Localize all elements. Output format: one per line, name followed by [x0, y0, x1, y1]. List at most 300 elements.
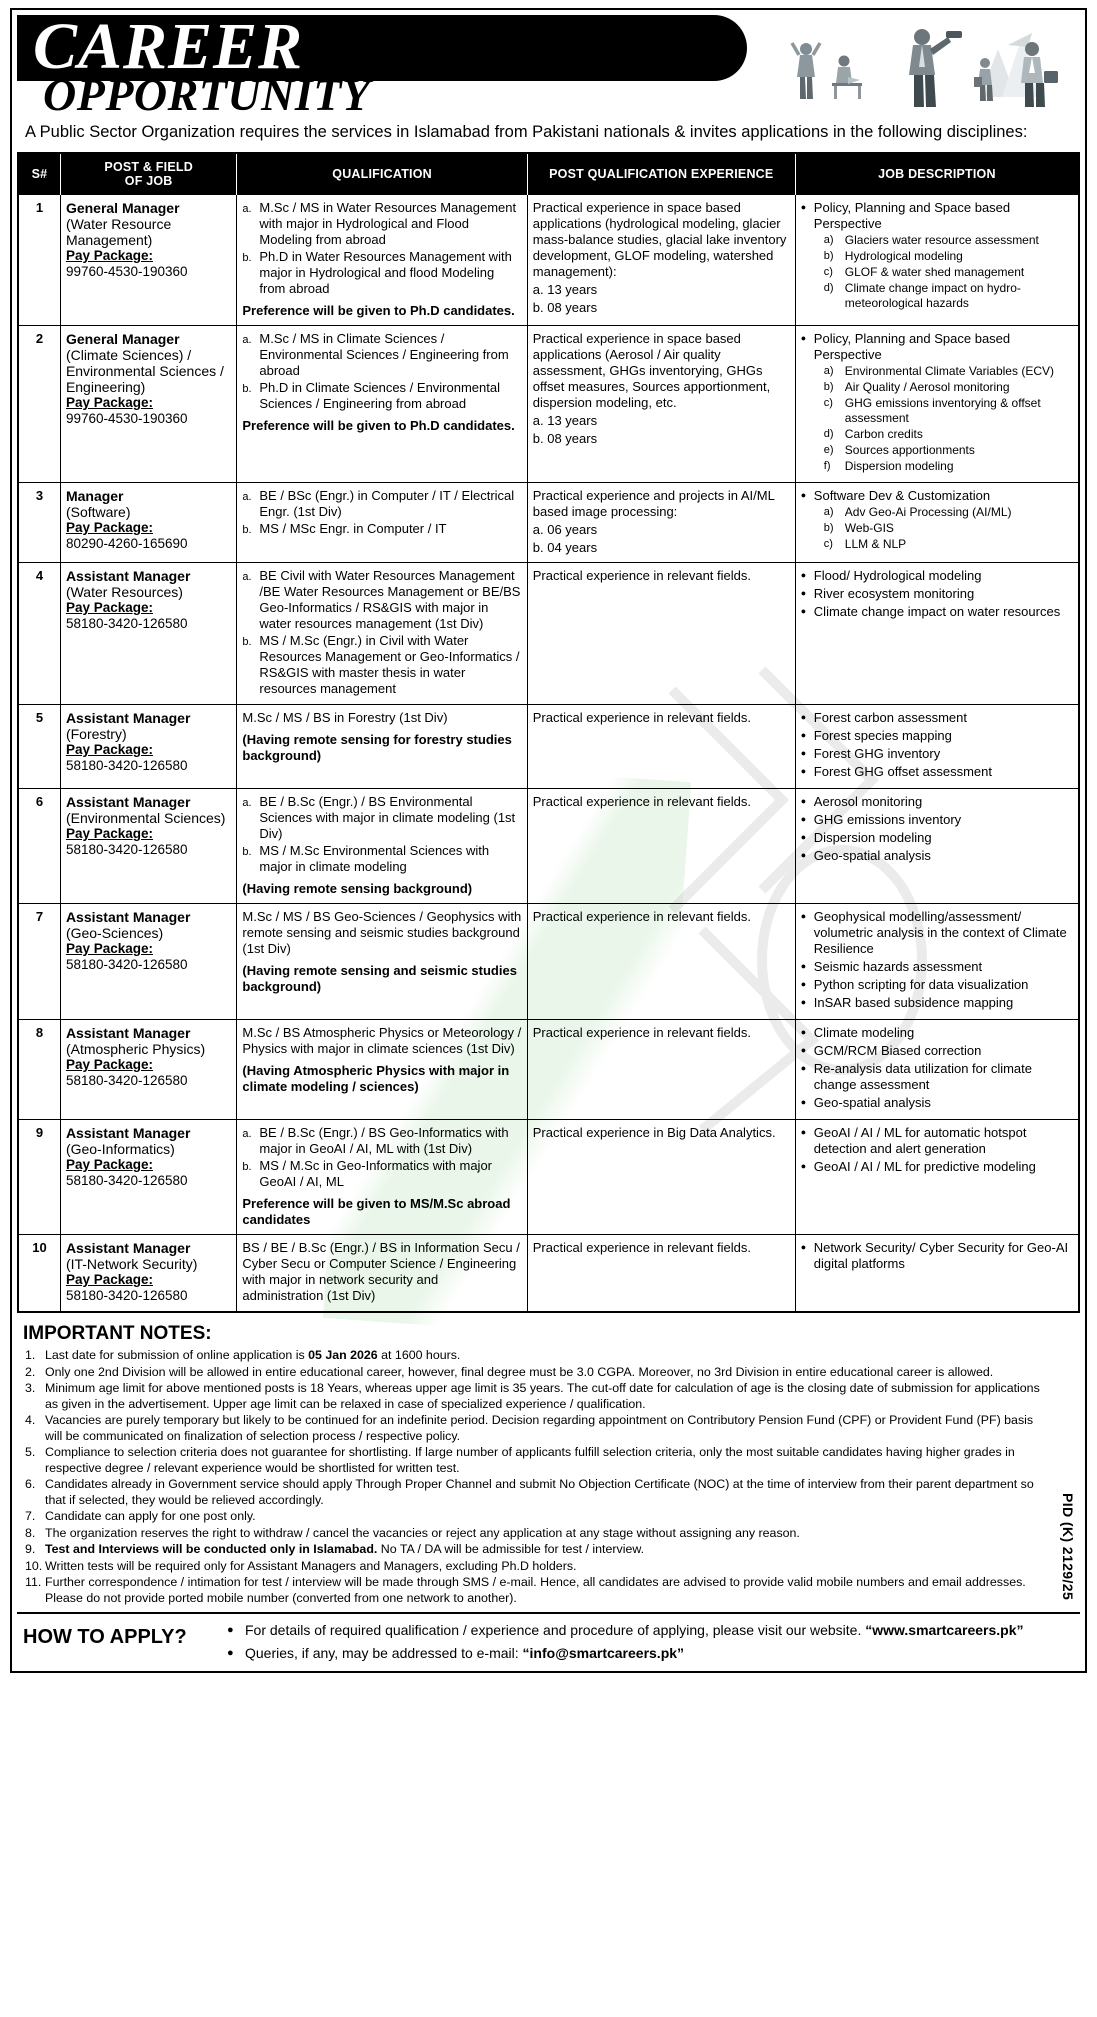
job-description-subitem-marker: c): [823, 397, 833, 409]
job-description-subitem-text: Adv Geo-Ai Processing (AI/ML): [844, 505, 1012, 519]
note-number: 4.: [25, 1413, 36, 1427]
pay-package-label: Pay Package:: [65, 1157, 153, 1172]
pay-package-label: Pay Package:: [65, 248, 153, 263]
qualification-list: [242, 331, 521, 412]
qualification-item: [242, 568, 521, 632]
note-number: 3.: [25, 1381, 36, 1395]
how-to-apply-section: [17, 1612, 1080, 1666]
post-title: Assistant Manager: [65, 710, 191, 726]
note-number: 9.: [25, 1542, 36, 1556]
qualification-item: [242, 794, 521, 842]
header-qualification: QUALIFICATION: [237, 153, 527, 195]
job-description-item-text: River ecosystem monitoring: [813, 586, 975, 601]
job-description-item: [801, 488, 1073, 552]
job-description-item: [801, 995, 1073, 1011]
job-description-item: [801, 909, 1073, 957]
cell-post-and-field: [60, 483, 236, 563]
post-subtitle: (Water Resources): [65, 584, 183, 600]
job-description-list: [801, 1025, 1073, 1111]
job-description-item: [801, 1125, 1073, 1157]
header-post-line1: POST & FIELD: [104, 160, 193, 174]
table-row: [18, 563, 1079, 705]
qualification-list: [242, 710, 521, 726]
cell-job-description: [795, 326, 1079, 483]
important-note-item: [23, 1509, 1078, 1525]
cell-job-description: [795, 1120, 1079, 1235]
note-text: Written tests will be required only for Assistant Managers and Managers, excluding Ph.D holders.: [45, 1558, 577, 1573]
job-description-item: [801, 812, 1073, 828]
cell-qualification: [237, 1120, 527, 1235]
post-title: General Manager: [65, 331, 180, 347]
header-post-field: [60, 153, 236, 195]
qualification-item-text: BE Civil with Water Resources Management /BE Water Resources Management or BE/BS Geo-Informatics / RS&GIS with major in water resources management (1st Div): [259, 568, 521, 631]
pay-package-label: Pay Package:: [65, 742, 153, 757]
qualification-item: [242, 380, 521, 412]
cell-post-qualification-experience: [527, 195, 795, 326]
note-text: Test and Interviews will be conducted only in Islamabad. No TA / DA will be admissible for test / interview.: [45, 1542, 645, 1556]
cell-post-qualification-experience: [527, 1235, 795, 1313]
pay-package-value: 80290-4260-165690: [65, 536, 188, 551]
cell-serial-number: 4: [18, 563, 60, 705]
job-description-subitem-marker: d): [823, 282, 834, 294]
pay-package-label: Pay Package:: [65, 826, 153, 841]
job-description-item: [801, 1025, 1073, 1041]
job-description-sublist: [814, 364, 1073, 474]
experience-description: Practical experience in relevant fields.: [532, 568, 751, 583]
cell-job-description: [795, 1235, 1079, 1313]
pay-package-value: 58180-3420-126580: [65, 842, 188, 857]
job-description-subitem-marker: c): [823, 266, 833, 278]
job-description-item: [801, 764, 1073, 780]
job-description-subitem-marker: b): [823, 381, 834, 393]
job-description-item: [801, 1159, 1073, 1175]
qualification-item-text: M.Sc / BS Atmospheric Physics or Meteorology / Physics with major in climate sciences (1st Div): [242, 1025, 522, 1056]
job-description-item-text: Climate change impact on water resources: [813, 604, 1061, 619]
pay-package-value: 58180-3420-126580: [65, 616, 188, 631]
table-row: [18, 195, 1079, 326]
experience-description: Practical experience and projects in AI/ML based image processing:: [532, 488, 775, 519]
qualification-item: [242, 1158, 521, 1190]
header-job-description: JOB DESCRIPTION: [795, 153, 1079, 195]
job-description-subitem-marker: a): [823, 234, 834, 246]
job-description-item: [801, 794, 1073, 810]
banner-title-career: CAREER: [33, 15, 304, 83]
qualification-item-text: BE / B.Sc (Engr.) / BS Environmental Sciences with major in climate modeling (1st Div): [259, 794, 516, 841]
table-row: [18, 1235, 1079, 1313]
cell-job-description: [795, 904, 1079, 1020]
experience-years-item: b. 08 years: [532, 431, 598, 446]
qualification-list: [242, 488, 521, 537]
cell-serial-number: 8: [18, 1020, 60, 1120]
important-note-item: [23, 1348, 1078, 1364]
post-title: Assistant Manager: [65, 568, 191, 584]
banner-title-opportunity: OPPORTUNITY: [43, 69, 371, 115]
cell-serial-number: 1: [18, 195, 60, 326]
post-title: Assistant Manager: [65, 1125, 191, 1141]
job-description-subitem: [824, 459, 1073, 474]
important-note-item: [23, 1559, 1078, 1575]
job-description-item: [801, 568, 1073, 584]
job-description-subitem: [824, 505, 1073, 520]
qualification-item: [242, 633, 521, 697]
table-row: [18, 1120, 1079, 1235]
qualification-item-text: M.Sc / MS / BS Geo-Sciences / Geophysics with remote sensing and seismic studies background (1st Div): [242, 909, 522, 956]
job-description-subitem: [824, 281, 1073, 311]
job-description-item: [801, 331, 1073, 474]
note-text: Only one 2nd Division will be allowed in entire educational career, however, final degree must be 3.0 CGPA. Moreover, no 3rd Division in entire educational career is allowed.: [45, 1364, 994, 1379]
pay-package-value: 58180-3420-126580: [65, 1073, 188, 1088]
cell-post-qualification-experience: [527, 483, 795, 563]
qualification-item: [242, 843, 521, 875]
qualification-item-marker: b.: [242, 383, 252, 395]
post-subtitle: (Atmospheric Physics): [65, 1041, 206, 1057]
cell-post-and-field: [60, 563, 236, 705]
cell-post-and-field: [60, 1020, 236, 1120]
pay-package-label: Pay Package:: [65, 1272, 153, 1287]
cell-post-and-field: [60, 326, 236, 483]
qualification-list: [242, 568, 521, 697]
job-description-subitem-text: GLOF & water shed management: [844, 265, 1025, 279]
job-description-subitem: [824, 396, 1073, 426]
cell-qualification: [237, 705, 527, 789]
note-text: Vacancies are purely temporary but likely to be continued for an indefinite period. Decision regarding appointment on Contributory Pension Fund (CPF) or Provident Fund (PF) basis will be communicated on finalization of selection process / respective policy.: [45, 1413, 1034, 1443]
jobs-table: [17, 152, 1080, 1313]
pay-package-label: Pay Package:: [65, 520, 153, 535]
qualification-item-text: M.Sc / MS / BS in Forestry (1st Div): [242, 710, 448, 725]
job-description-subitem-marker: d): [823, 428, 834, 440]
qualification-item-text: MS / MSc Engr. in Computer / IT: [259, 521, 447, 536]
cell-job-description: [795, 1020, 1079, 1120]
qualification-item-marker: a.: [242, 491, 252, 503]
qualification-item-text: Ph.D in Climate Sciences / Environmental Sciences / Engineering from abroad: [259, 380, 500, 411]
important-note-item: [23, 1477, 1078, 1508]
experience-description: Practical experience in relevant fields.: [532, 1025, 751, 1040]
cell-post-and-field: [60, 1235, 236, 1313]
qualification-item-marker: a.: [242, 334, 252, 346]
job-description-list: [801, 909, 1073, 1011]
qualification-item: [242, 909, 521, 957]
table-row: [18, 483, 1079, 563]
important-note-item: [23, 1413, 1078, 1444]
experience-description: Practical experience in relevant fields.: [532, 710, 751, 725]
experience-years-item: a. 13 years: [532, 282, 598, 297]
qualification-item-text: Ph.D in Water Resources Management with major in Hydrological and flood Modeling from abroad: [259, 249, 512, 296]
experience-description: Practical experience in relevant fields.: [532, 1240, 751, 1255]
important-note-item: [23, 1542, 1078, 1558]
pay-package-value: 58180-3420-126580: [65, 758, 188, 773]
job-description-item-text: Forest GHG inventory: [813, 746, 941, 761]
job-description-subitem: [824, 233, 1073, 248]
important-notes-title: IMPORTANT NOTES:: [23, 1323, 212, 1344]
note-text: Compliance to selection criteria does not guarantee for shortlisting. If large number of applicants fulfill selection criteria, only the most suitable candidates having higher grades in respective degree / relevant experience would be shortlisted for written test.: [45, 1445, 1015, 1475]
header-post-line2: OF JOB: [124, 174, 173, 188]
cell-job-description: [795, 563, 1079, 705]
important-note-item: [23, 1365, 1078, 1381]
pay-package-label: Pay Package:: [65, 1057, 153, 1072]
job-description-item: [801, 977, 1073, 993]
cell-serial-number: 3: [18, 483, 60, 563]
pay-package-value: 99760-4530-190360: [65, 264, 188, 279]
important-notes-list: [23, 1348, 1078, 1606]
cell-serial-number: 10: [18, 1235, 60, 1313]
job-description-item-text: Flood/ Hydrological modeling: [813, 568, 982, 583]
cell-serial-number: 9: [18, 1120, 60, 1235]
job-description-subitem-marker: c): [823, 538, 833, 550]
job-description-item: [801, 1061, 1073, 1093]
job-description-subitem-marker: b): [823, 250, 834, 262]
qualification-item: [242, 249, 521, 297]
cell-post-and-field: [60, 789, 236, 904]
job-description-item: [801, 604, 1073, 620]
qualification-note: (Having remote sensing for forestry studies background): [242, 732, 512, 763]
table-row: [18, 326, 1079, 483]
job-description-item: [801, 830, 1073, 846]
qualification-note: (Having remote sensing and seismic studies background): [242, 963, 517, 994]
how-to-apply-label: HOW TO APPLY?: [23, 1626, 187, 1648]
job-description-item-text: Dispersion modeling: [813, 830, 932, 845]
job-description-subitem-marker: e): [823, 444, 834, 456]
qualification-note: Preference will be given to Ph.D candidates.: [242, 418, 515, 433]
how-to-apply-item[interactable]: ● For details of required qualification / experience and procedure of applying, please visit our website. “www.smartcareers.pk”: [227, 1620, 1080, 1640]
cell-serial-number: 2: [18, 326, 60, 483]
how-to-apply-list: [227, 1620, 1080, 1666]
job-description-item: [801, 200, 1073, 311]
cell-post-qualification-experience: [527, 1120, 795, 1235]
qualification-item: [242, 1025, 521, 1057]
qualification-list: [242, 909, 521, 957]
post-subtitle: (Forestry): [65, 726, 127, 742]
job-description-item-text: InSAR based subsidence mapping: [813, 995, 1014, 1010]
note-text: Minimum age limit for above mentioned posts is 18 Years, whereas upper age limit is 35 years. The cut-off date for calculation of age is the closing date of submission for applications as given in the advertisement. Upper age limit can be relaxed in case of specialized experience / qualification.: [45, 1381, 1040, 1411]
job-description-subitem: [824, 249, 1073, 264]
job-description-item: [801, 1240, 1073, 1272]
experience-description: Practical experience in space based applications (Aerosol / Air quality assessment, GHGs inventorying, GHGs offset measures, Sources apportionment, dispersion modeling, etc.: [532, 331, 771, 410]
qualification-item-text: MS / M.Sc in Geo-Informatics with major GeoAI / AI, ML: [259, 1158, 493, 1189]
table-row: [18, 789, 1079, 904]
important-note-item: [23, 1381, 1078, 1412]
job-description-item-text: Aerosol monitoring: [813, 794, 923, 809]
qualification-note: Preference will be given to Ph.D candidates.: [242, 303, 515, 318]
job-description-subitem-text: Climate change impact on hydro-meteorological hazards: [844, 281, 1021, 310]
job-description-subitem-text: LLM & NLP: [844, 537, 907, 551]
intro-paragraph: A Public Sector Organization requires the services in Islamabad from Pakistani nationals & invites applications in the following disciplines:: [25, 123, 1028, 141]
post-title: General Manager: [65, 200, 180, 216]
note-number: 11.: [25, 1575, 42, 1589]
job-description-item-text: Python scripting for data visualization: [813, 977, 1029, 992]
job-description-subitem-text: Environmental Climate Variables (ECV): [844, 364, 1054, 378]
qualification-item-text: MS / M.Sc (Engr.) in Civil with Water Resources Management or Geo-Informatics / RS&GIS with master thesis in water resources management: [259, 633, 520, 696]
job-description-item-text: Policy, Planning and Space based Perspective: [813, 331, 1011, 362]
job-description-item: [801, 1095, 1073, 1111]
advertisement-frame: [10, 8, 1087, 1673]
cell-job-description: [795, 789, 1079, 904]
job-description-subitem-text: GHG emissions inventorying & offset assessment: [844, 396, 1041, 425]
job-description-item-text: Geo-spatial analysis: [813, 1095, 931, 1110]
job-description-list: [801, 710, 1073, 780]
important-note-item: [23, 1526, 1078, 1542]
cell-qualification: [237, 1020, 527, 1120]
qualification-note: (Having Atmospheric Physics with major in climate modeling / sciences): [242, 1063, 510, 1094]
job-description-subitem-text: Air Quality / Aerosol monitoring: [844, 380, 1010, 394]
important-note-item: [23, 1445, 1078, 1476]
job-description-subitem: [824, 265, 1073, 280]
post-title: Assistant Manager: [65, 1025, 191, 1041]
job-description-subitem-text: Dispersion modeling: [844, 459, 954, 473]
job-description-item-text: Forest carbon assessment: [813, 710, 967, 725]
qualification-item-text: M.Sc / MS in Climate Sciences / Environmental Sciences / Engineering from abroad: [259, 331, 509, 378]
job-description-subitem: [824, 521, 1073, 536]
how-to-apply-item[interactable]: ● Queries, if any, may be addressed to e-mail: “info@smartcareers.pk”: [227, 1643, 1080, 1663]
qualification-item-text: M.Sc / MS in Water Resources Management with major in Hydrological and Flood Modeling from abroad: [259, 200, 517, 247]
important-notes-section: [17, 1323, 1080, 1606]
job-description-item: [801, 848, 1073, 864]
qualification-item-marker: a.: [242, 797, 252, 809]
cell-post-qualification-experience: [527, 904, 795, 1020]
post-subtitle: (Water Resource Management): [65, 216, 172, 248]
job-description-list: [801, 794, 1073, 864]
table-row: [18, 705, 1079, 789]
cell-post-qualification-experience: [527, 705, 795, 789]
table-header-row: [18, 153, 1079, 195]
post-subtitle: (Geo-Sciences): [65, 925, 164, 941]
cell-serial-number: 5: [18, 705, 60, 789]
qualification-item: [242, 200, 521, 248]
job-description-subitem-marker: f): [823, 460, 831, 472]
job-description-item: [801, 728, 1073, 744]
cell-qualification: [237, 483, 527, 563]
qualification-list: [242, 200, 521, 297]
qualification-item: [242, 331, 521, 379]
post-subtitle: (Climate Sciences) / Environmental Sciences / Engineering): [65, 347, 224, 395]
job-description-subitem: [824, 537, 1073, 552]
cell-post-and-field: [60, 705, 236, 789]
note-text: Candidates already in Government service should apply Through Proper Channel and submit No Objection Certificate (NOC) at the time of interview from their parent department so that if selected, they would be relieved accordingly.: [45, 1477, 1034, 1507]
job-description-item: [801, 710, 1073, 726]
cell-serial-number: 7: [18, 904, 60, 1020]
pay-package-value: 99760-4530-190360: [65, 411, 188, 426]
qualification-item: [242, 1125, 521, 1157]
job-description-list: [801, 568, 1073, 620]
pid-code: PID (K) 2129/25: [1060, 1492, 1076, 1600]
job-description-subitem: [824, 380, 1073, 395]
qualification-item: [242, 521, 521, 537]
post-subtitle: (Environmental Sciences): [65, 810, 226, 826]
cell-qualification: [237, 563, 527, 705]
job-description-subitem-marker: b): [823, 522, 834, 534]
job-description-item-text: GeoAI / AI / ML for automatic hotspot detection and alert generation: [813, 1125, 1027, 1156]
qualification-item-marker: a.: [242, 1128, 252, 1140]
note-number: 2.: [25, 1364, 36, 1379]
post-title: Assistant Manager: [65, 909, 191, 925]
experience-years-item: b. 08 years: [532, 300, 598, 315]
cell-post-and-field: [60, 904, 236, 1020]
qualification-item: [242, 710, 521, 726]
job-description-subitem: [824, 364, 1073, 379]
pay-package-value: 58180-3420-126580: [65, 957, 188, 972]
job-description-item: [801, 746, 1073, 762]
job-description-item-text: GHG emissions inventory: [813, 812, 962, 827]
post-title: Assistant Manager: [65, 794, 191, 810]
post-subtitle: (IT-Network Security): [65, 1256, 198, 1272]
job-description-item-text: Geophysical modelling/assessment/ volumetric analysis in the context of Climate Resilience: [813, 909, 1067, 956]
qualification-item-marker: a.: [242, 203, 252, 215]
job-description-item: [801, 1043, 1073, 1059]
job-description-sublist: [814, 233, 1073, 311]
qualification-list: [242, 1240, 521, 1304]
job-description-item-text: Seismic hazards assessment: [813, 959, 983, 974]
note-text: Candidate can apply for one post only.: [45, 1509, 256, 1523]
job-description-subitem-marker: a): [823, 506, 834, 518]
table-row: [18, 1020, 1079, 1120]
qualification-list: [242, 794, 521, 875]
job-description-item-text: Forest species mapping: [813, 728, 952, 743]
note-number: 7.: [25, 1509, 36, 1523]
business-people-illustration: [770, 19, 1070, 111]
qualification-list: [242, 1125, 521, 1190]
qualification-item: [242, 1240, 521, 1304]
job-description-item-text: Geo-spatial analysis: [813, 848, 931, 863]
qualification-item-text: BE / B.Sc (Engr.) / BS Geo-Informatics with major in GeoAI / AI, ML with (1st Div): [259, 1125, 509, 1156]
experience-description: Practical experience in Big Data Analytics.: [532, 1125, 776, 1140]
header-banner: [17, 15, 1080, 115]
qualification-item-marker: b.: [242, 252, 252, 264]
job-description-subitem-text: Carbon credits: [844, 427, 923, 441]
cell-qualification: [237, 195, 527, 326]
job-description-list: [801, 331, 1073, 474]
experience-years-item: a. 06 years: [532, 522, 598, 537]
cell-post-and-field: [60, 1120, 236, 1235]
job-description-subitem-text: Sources apportionments: [844, 443, 975, 457]
qualification-item-marker: b.: [242, 524, 252, 536]
pay-package-label: Pay Package:: [65, 395, 153, 410]
cell-qualification: [237, 1235, 527, 1313]
pay-package-value: 58180-3420-126580: [65, 1288, 188, 1303]
qualification-note: (Having remote sensing background): [242, 881, 473, 896]
note-text: The organization reserves the right to withdraw / cancel the vacancies or reject any application at any stage without assigning any reason.: [45, 1525, 800, 1540]
job-description-list: [801, 200, 1073, 311]
job-description-item-text: Network Security/ Cyber Security for Geo-AI digital platforms: [813, 1240, 1069, 1271]
table-row: [18, 904, 1079, 1020]
job-description-item: [801, 586, 1073, 602]
qualification-item: [242, 488, 521, 520]
pay-package-value: 58180-3420-126580: [65, 1173, 188, 1188]
cell-post-qualification-experience: [527, 1020, 795, 1120]
pay-package-label: Pay Package:: [65, 941, 153, 956]
cell-post-and-field: [60, 195, 236, 326]
job-description-list: [801, 1240, 1073, 1272]
job-description-item-text: GCM/RCM Biased correction: [813, 1043, 982, 1058]
header-experience: POST QUALIFICATION EXPERIENCE: [527, 153, 795, 195]
qualification-note: Preference will be given to MS/M.Sc abroad candidates: [242, 1196, 511, 1227]
jobs-table-body: [18, 195, 1079, 1313]
job-description-item-text: Forest GHG offset assessment: [813, 764, 993, 779]
cell-post-qualification-experience: [527, 789, 795, 904]
experience-description: Practical experience in space based applications (hydrological modeling, glacier mass-balance studies, glacial lake inventory development, GLOF modeling, watershed management):: [532, 200, 787, 279]
qualification-list: [242, 1025, 521, 1057]
job-description-item-text: Climate modeling: [813, 1025, 915, 1040]
important-note-item: [23, 1575, 1078, 1606]
cell-qualification: [237, 789, 527, 904]
job-description-subitem-text: Glaciers water resource assessment: [844, 233, 1039, 247]
experience-years-item: a. 13 years: [532, 413, 598, 428]
cell-post-qualification-experience: [527, 563, 795, 705]
post-title: Manager: [65, 488, 124, 504]
note-number: 5.: [25, 1445, 36, 1459]
post-subtitle: (Software): [65, 504, 131, 520]
note-number: 10.: [25, 1558, 43, 1573]
cell-job-description: [795, 705, 1079, 789]
cell-post-qualification-experience: [527, 326, 795, 483]
